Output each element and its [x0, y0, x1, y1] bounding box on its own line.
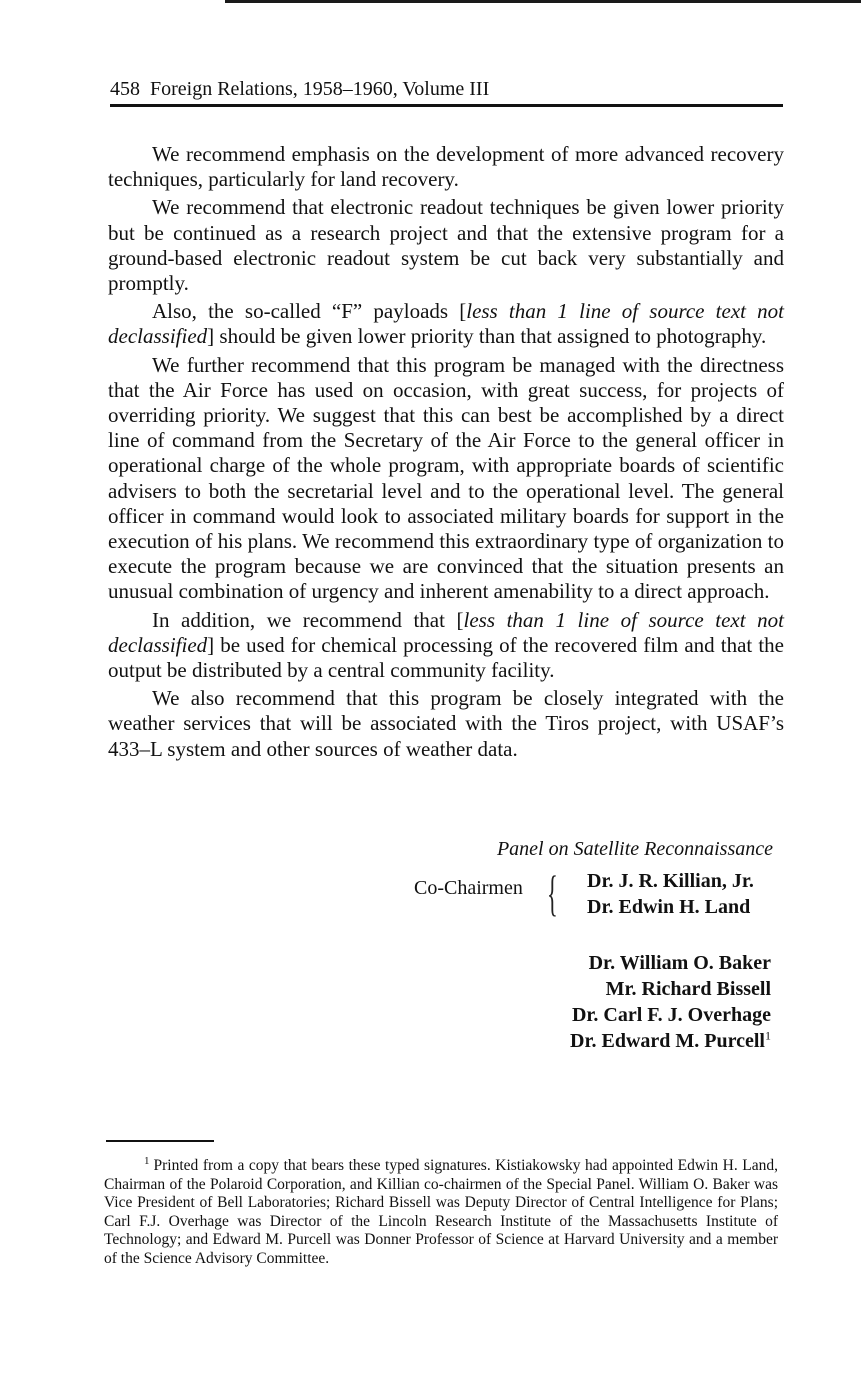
- paragraph-6: We also recommend that this program be closely integrated with the weather services that will be associated with the Tiros project, with USAF’s 433–L system and other sources of weather data.: [108, 686, 784, 761]
- member-name: Dr. Edward M. Purcell: [570, 1030, 765, 1052]
- footnote-reference: 1: [765, 1028, 771, 1043]
- footnote: [104, 1154, 778, 1268]
- paragraph-3: [108, 299, 784, 349]
- header-rule: [110, 104, 783, 107]
- running-header: [110, 76, 783, 104]
- footnote-rule: [106, 1140, 214, 1142]
- top-edge-rule: [225, 0, 861, 3]
- body-text: [108, 142, 784, 762]
- cochair-brace: {: [547, 865, 558, 921]
- member-name: Dr. William O. Baker: [588, 952, 771, 974]
- paragraph-1: We recommend emphasis on the development of more advanced recovery techniques, particularly for land recovery.: [108, 142, 784, 192]
- running-title: Foreign Relations, 1958–1960, Volume III: [150, 78, 490, 100]
- paragraph-5: [108, 608, 784, 684]
- cochair-name: Dr. J. R. Killian, Jr.: [587, 870, 754, 892]
- cochair-name: Dr. Edwin H. Land: [587, 896, 751, 918]
- paragraph-5-redaction-note: less than 1 line of source text not declassified: [108, 607, 784, 657]
- paragraph-5-text-a: In addition, we recommend that [: [152, 607, 464, 632]
- cochair-label: Co-Chairmen: [414, 877, 523, 899]
- paragraph-2: We recommend that electronic readout techniques be given lower priority but be continued as a research project and that the extensive program for a ground-based electronic readout system be cut back very substantially and promptly.: [108, 195, 784, 296]
- member-list: [570, 950, 771, 1054]
- panel-name: Panel on Satellite Reconnaissance: [496, 838, 773, 860]
- paragraph-4: We further recommend that this program be managed with the directness that the Air Force has used on occasion, with great success, for projects of overriding priority. We suggest that this can best be accomplished by a direct line of command from the Secretary of the Air Force to the general officer in operational charge of the whole program, with appropriate boards of scientific advisers to both the secretarial level and to the operational level. The general officer in command would look to associated military boards for support in the execution of his plans. We recommend this extraordinary type of organization to execute the program because we are convinced that the situation presents an unusual combination of urgency and inherent amenability to a direct approach.: [108, 352, 784, 604]
- footnote-mark: 1: [144, 1154, 150, 1167]
- member-name-with-footnote: [570, 1028, 771, 1054]
- member-name: Mr. Richard Bissell: [605, 978, 771, 1000]
- paragraph-3-redaction-note: less than 1 line of source text not declassified: [108, 299, 784, 349]
- footnote-text: Printed from a copy that bears these typed signatures. Kistiakowsky had appointed Edwin H. Land, Chairman of the Polaroid Corporation, and Killian co-chairmen of the Special Panel. William O. Baker was Vice President of Bell Laboratories; Richard Bissell was Deputy Director of Central Intelligence for Plans; Carl F.J. Overhage was Director of the Lincoln Research Institute of the Massachusetts Institute of Technology; and Edward M. Purcell was Donner Professor of Science at Harvard University and a member of the Science Advisory Committee.: [104, 1157, 778, 1267]
- cochair-list: [587, 868, 754, 920]
- member-name: Dr. Carl F. J. Overhage: [571, 1004, 771, 1026]
- paragraph-3-text-b: ] should be given lower priority than that assigned to photography.: [207, 324, 767, 349]
- paragraph-5-text-b: ] be used for chemical processing of the recovered film and that the output be distributed by a central community facility.: [108, 632, 784, 683]
- paragraph-3-text-a: Also, the so-called “F” payloads [: [152, 299, 467, 324]
- page-number: 458: [110, 78, 140, 100]
